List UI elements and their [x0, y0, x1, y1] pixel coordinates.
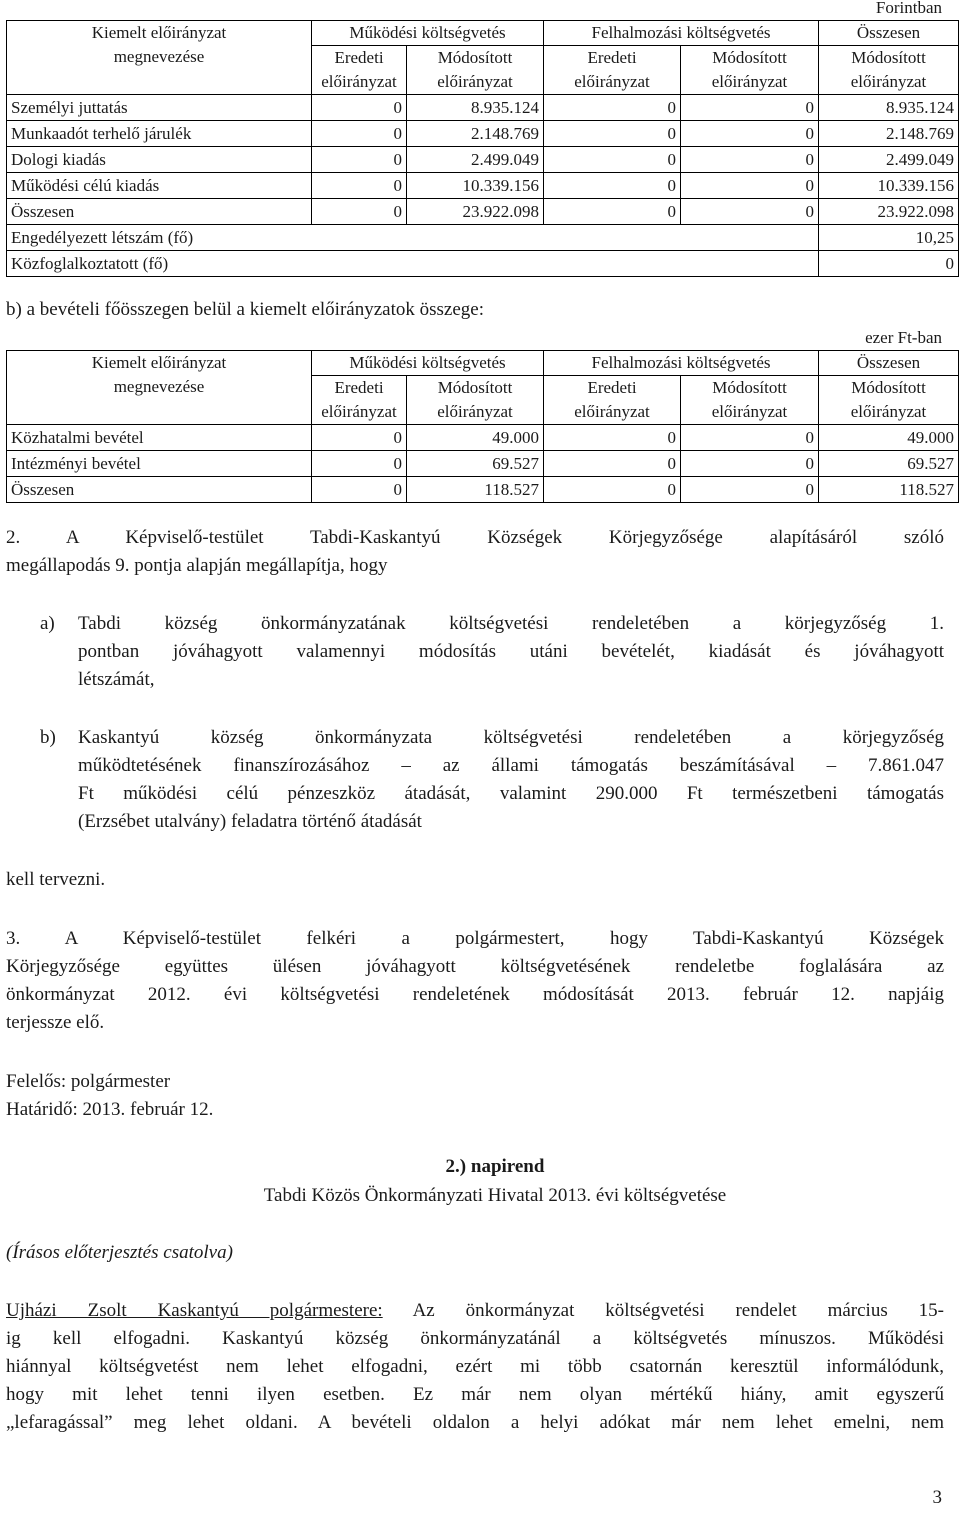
table2-head-name: Kiemelt előirányzat megnevezése [7, 351, 312, 425]
speech-paragraph: Ujházi Zsolt Kaskantyú polgármestere: Az önkormányzat költségvetési rendelet március 15- ig kell elfogadni. Kaskantyú község önkormányzatánál a költségvetés mínuszos. Működési hiánnyal költségvetést nem lehet elfogadni, ezért mi több csatornán keresztül informálódunk, hogy mit lehet tenni ilyen esetben. Ez már nem olyan mértékű hiány, amit egyszerű „lefaragással” meg lehet oldani. A bevételi oldalon a helyi adókat már nem lehet emelni, nem [6, 1300, 944, 1433]
table-row: Munkaadót terhelő járulék 0 2.148.769 0 0 2.148.769 [7, 121, 959, 147]
item-b-text: Kaskantyú község önkormányzata költségvetési rendeletében a körjegyzőség működtetésének finanszírozásához – az állami támogatás beszámításával – 7.861.047 Ft működési célú pénzeszköz átadását, valamint 290.000 Ft természetbeni támogatás (Erzsébet utalvány) feladatra történő átadását [78, 727, 944, 832]
table-row: Engedélyezett létszám (fő) 10,25 [7, 225, 959, 251]
revenue-table [6, 350, 959, 503]
table-row: Összesen 0 23.922.098 0 0 23.922.098 [7, 199, 959, 225]
napirend-title: 2.) napirend [445, 1156, 545, 1177]
table2-sub-modositott: Módosított előirányzat [407, 376, 544, 425]
table1-head-name: Kiemelt előirányzat megnevezése [7, 21, 312, 95]
item-a-text: Tabdi község önkormányzatának költségvetési rendeletében a körjegyzőség 1. pontban jóváhagyott valamennyi módosítás utáni bevételét, kiadását és jóváhagyott létszámát, [78, 613, 944, 690]
hatarido: Határidő: 2013. február 12. [6, 1099, 214, 1120]
table1-unit: Forintban [875, 0, 942, 17]
table2-group-felhalm: Felhalmozási költségvetés [544, 351, 819, 376]
table2-unit: ezer Ft-ban [865, 328, 942, 347]
table1-group-osszesen: Összesen [819, 21, 959, 46]
table2-sub-eredeti: Eredeti előirányzat [544, 376, 681, 425]
table1-sub-modositott: Módosított előirányzat [681, 46, 819, 95]
table1-group-felhalm: Felhalmozási költségvetés [544, 21, 819, 46]
felelos: Felelős: polgármester [6, 1071, 171, 1092]
table1-sub-modositott: Módosított előirányzat [407, 46, 544, 95]
table2-sub-eredeti: Eredeti előirányzat [312, 376, 407, 425]
table1-sub-modositott: Módosított előirányzat [819, 46, 959, 95]
table-row: Közhatalmi bevétel 0 49.000 0 0 49.000 [7, 425, 959, 451]
table2-sub-modositott: Módosított előirányzat [681, 376, 819, 425]
section-b-title: b) a bevételi főösszegen belül a kiemelt előirányzatok összege: [6, 299, 484, 320]
paragraph-3: 3. A Képviselő-testület felkéri a polgármestert, hogy Tabdi-Kaskantyú Községek Körjegyzősége együttes ülésen jóváhagyott költségvetésének rendeletbe foglalására az önkormányzat 2012. évi költségvetési rendeletének módosítását 2013. február 12. napjáig terjessze elő. [6, 928, 944, 1033]
page-number: 3 [932, 1487, 942, 1508]
table2-group-mukodesi: Működési költségvetés [312, 351, 544, 376]
irasos-note: (Írásos előterjesztés csatolva) [6, 1242, 233, 1263]
table-row: Személyi juttatás 0 8.935.124 0 0 8.935.124 [7, 95, 959, 121]
napirend-subtitle: Tabdi Közös Önkormányzati Hivatal 2013. évi költségvetése [263, 1185, 727, 1206]
expenditure-table [6, 20, 959, 277]
table2-group-osszesen: Összesen [819, 351, 959, 376]
table-row: Működési célú kiadás 0 10.339.156 0 0 10.339.156 [7, 173, 959, 199]
table-row: Intézményi bevétel 0 69.527 0 0 69.527 [7, 451, 959, 477]
table2-sub-modositott: Módosított előirányzat [819, 376, 959, 425]
item-b-marker: b) [40, 727, 56, 748]
table1-group-mukodesi: Működési költségvetés [312, 21, 544, 46]
table-row: Dologi kiadás 0 2.499.049 0 0 2.499.049 [7, 147, 959, 173]
speaker-name: Ujházi Zsolt Kaskantyú polgármestere: [6, 1300, 383, 1321]
table-row: Összesen 0 118.527 0 0 118.527 [7, 477, 959, 503]
table-row: Közfoglalkoztatott (fő) 0 [7, 251, 959, 277]
table1-sub-eredeti: Eredeti előirányzat [544, 46, 681, 95]
kell-tervezni: kell tervezni. [6, 869, 106, 890]
paragraph-2: 2. A Képviselő-testület Tabdi-Kaskantyú Községek Körjegyzősége alapításáról szóló megállapodás 9. pontja alapján megállapítja, hogy [6, 527, 944, 576]
item-a-marker: a) [40, 613, 55, 634]
table1-sub-eredeti: Eredeti előirányzat [312, 46, 407, 95]
